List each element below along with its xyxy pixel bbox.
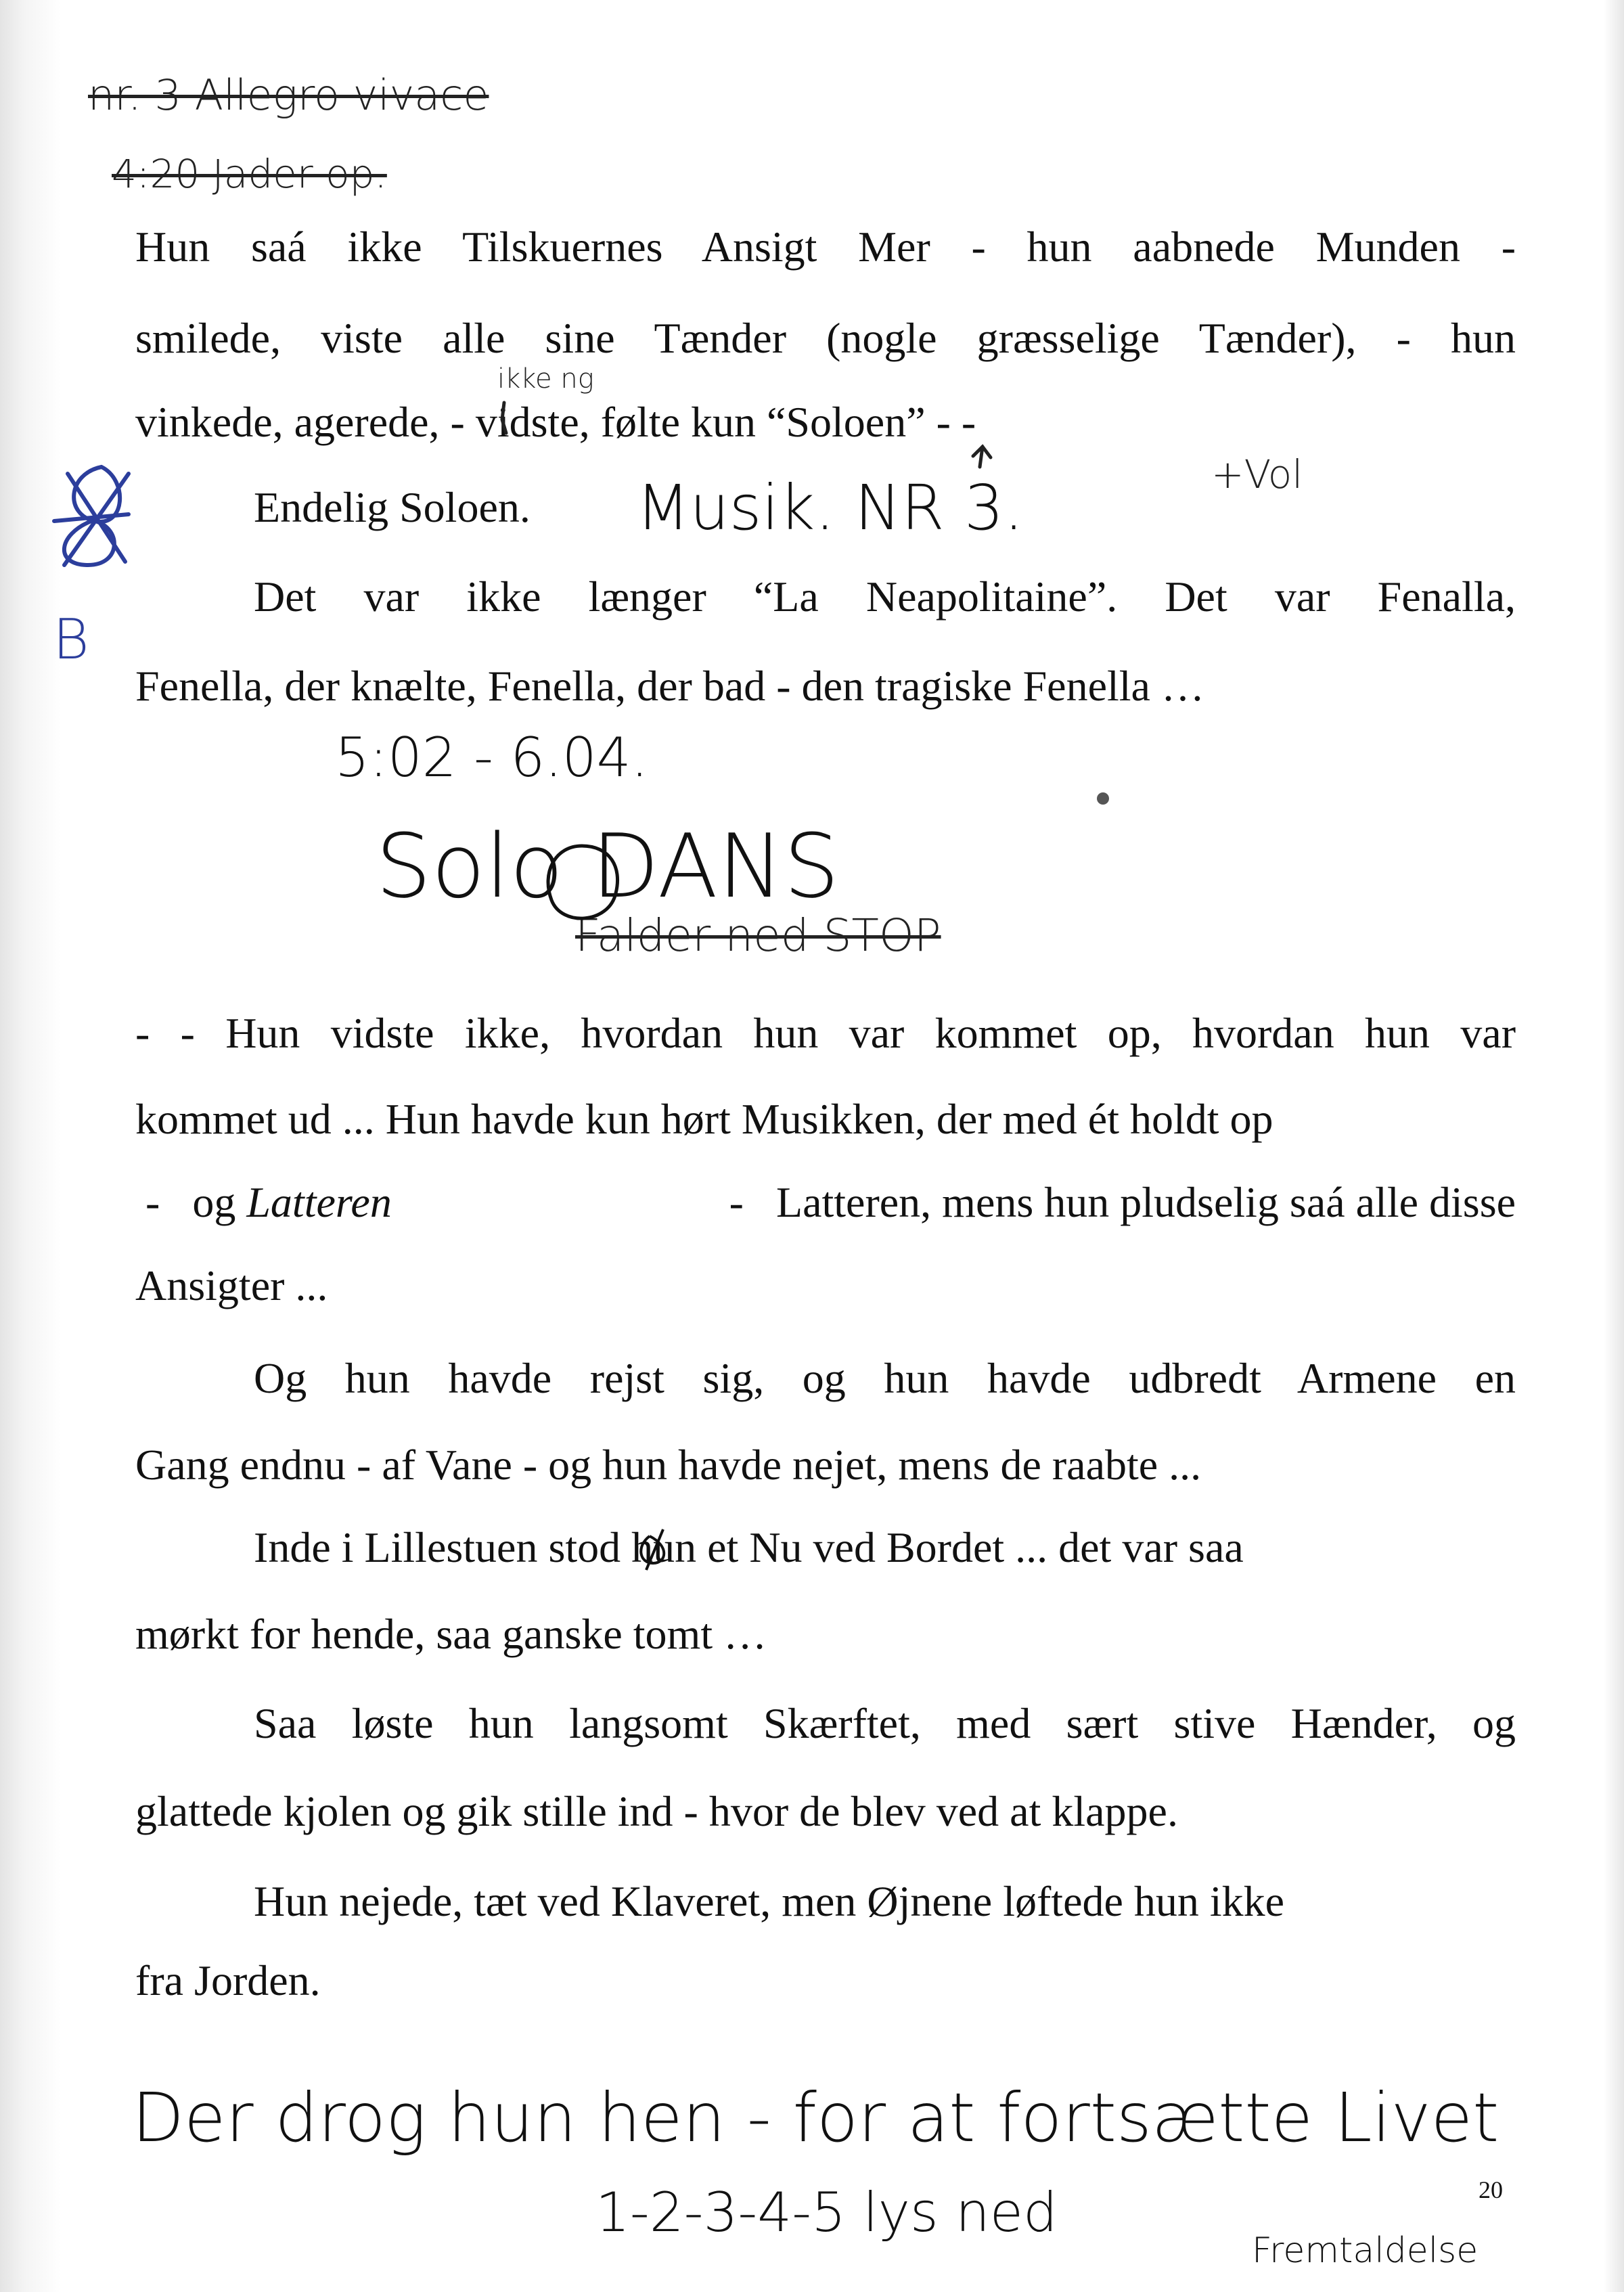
bottom-handwritten-cue: 1-2-3-4-5 lys ned [595,2181,1058,2244]
struck-note-stop: Falder ned STOP [575,909,941,962]
volume-note-handwritten: +Vol [1211,451,1303,497]
blue-margin-scribble-icon [54,467,129,565]
music-note-handwritten: Musik. NR 3. [636,472,1024,544]
text-fragment: - og Latteren [145,1178,392,1226]
text-line: Fenella, der knælte, Fenella, der bad - den tragiske Fenella … [135,662,1204,710]
text-line: Det var ikke længer “La Neapolitaine”. Det var Fenalla, [254,572,1516,621]
text-line: Og hun havde rejst sig, og hun havde udbredt Armene en [254,1354,1516,1402]
struck-note-time: 4:20 Jader op. [112,151,387,197]
text-line: - - Hun vidste ikke, hvordan hun var kommet op, hvordan hun var [135,1009,1516,1057]
text-fragment: - Latteren, mens hun pludselig saá alle disse [696,1178,1516,1226]
text-line: Hun saá ikke Tilskuernes Ansigt Mer - hun aabnede Munden - [135,223,1516,271]
scan-edge-left [0,0,61,2292]
timing-note: 5:02 - 6.04. [335,726,648,789]
text-line: vinkede, agerede, - vidste, følte kun “Soloen” - - [135,398,976,446]
text-line: Gang endnu - af Vane - og hun havde nejet, mens de raabte ... [135,1441,1202,1489]
text-line-latteren [145,1178,1516,1226]
struck-note-tempo: nr. 3 Allegro vivace [88,70,489,120]
solo-dans-note: Solo DANS [376,815,840,918]
bottom-handwritten-word: Fremtaldelse [1252,2230,1479,2271]
bottom-handwritten-note: Der drog hun hen - for at fortsætte Livet [132,2078,1499,2157]
text-line: Saa løste hun langsomt Skærftet, med sært stive Hænder, og [254,1699,1516,1747]
text-line: Ansigter ... [135,1261,328,1309]
insert-above-note: ikke ng [497,363,594,395]
ink-speck [1097,792,1109,805]
text-line: fra Jorden. [135,1956,321,2004]
text-line: glattede kjolen og gik stille ind - hvor de blev ved at klappe. [135,1787,1178,1835]
text-line: mørkt for hende, saa ganske tomt … [135,1610,767,1658]
emphasis-latteren: Latteren [246,1178,392,1226]
text-line: Hun nejede, tæt ved Klaveret, men Øjnene løftede hun ikke [254,1877,1285,1925]
page-number: 20 [1479,2176,1503,2203]
scan-edge-right [1604,0,1624,2292]
text-line: smilede, viste alle sine Tænder (nogle græsselige Tænder), - hun [135,314,1516,362]
text-line: Endelig Soloen. [254,483,531,531]
margin-letter-b: B [53,608,89,672]
text-line: Inde i Lillestuen stod hun et Nu ved Bordet ... det var saa [254,1523,1244,1571]
text-line: kommet ud ... Hun havde kun hørt Musikken, der med ét holdt op [135,1095,1273,1143]
